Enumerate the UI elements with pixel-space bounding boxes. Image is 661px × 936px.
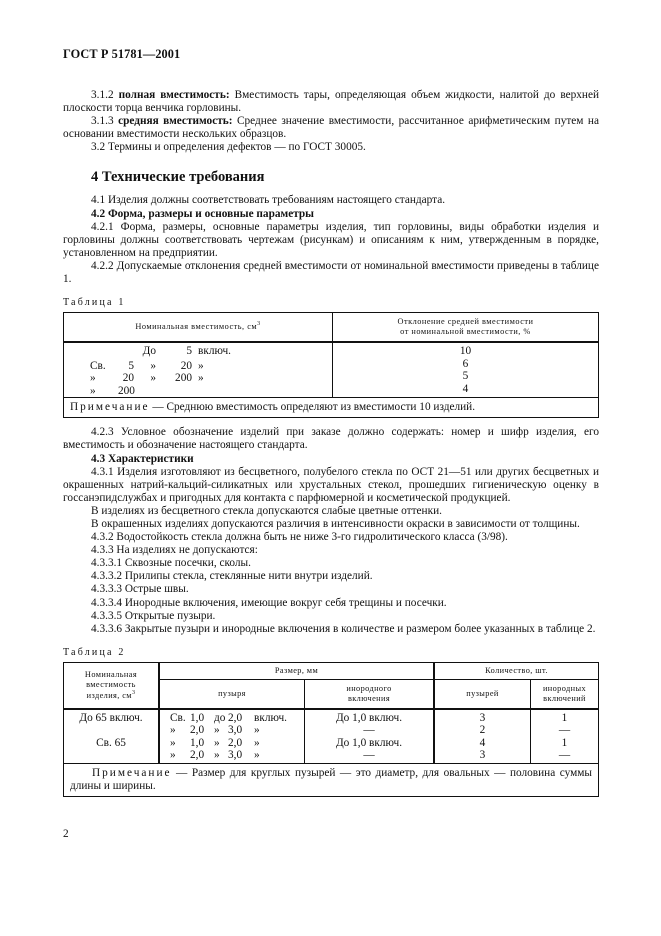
table-2-body-row [64,709,599,764]
header-inclusion-count: инородных включений [542,683,587,703]
header-bubble-count: пузырей [434,679,531,709]
clause-4-3-1-colorless: В изделиях из бесцветного стекла допускаются слабые цветные оттенки. [91,504,442,517]
clause-number: 3.1.3 [91,115,114,128]
section-4-heading: 4 Технические требования [91,169,265,186]
page-number: 2 [63,828,69,840]
subheading-4-3: 4.3 Характеристики [91,452,194,465]
table-2-caption: Таблица 2 [63,646,126,658]
clause-4-2-1: 4.2.1 Форма, размеры, основные параметры изделия, тип горловины, виды обработки изделия и горловины должны соответствовать чертежам (рисункам) и описаниям к ним, утвержденным в порядке, установленном на предприятии. [63,220,599,259]
header-deviation: Отклонение средней вместимости от номинальной вместимости, % [397,316,534,337]
capacity-column: До 65 включ. Св. 65 [64,709,160,764]
header-bubble-size: пузыря [159,679,305,709]
clause-3-1-2 [63,89,599,115]
clause-4-3-3-2: 4.3.3.2 Прилипы стекла, стеклянные нити внутри изделий. [91,570,373,583]
inclusion-size-column: До 1,0 включ. — До 1,0 включ. — [305,709,435,764]
capacity-ranges: До 5 включ. Св. 5 » 20 » » 20 » 200 » » 200 [64,342,333,398]
term: полная вместимость: [118,89,230,101]
table-1-note-row [64,398,599,418]
table-2 [63,662,599,797]
subheading-4-2: 4.2 Форма, размеры и основные параметры [91,207,314,220]
clause-4-3-3: 4.3.3 На изделиях не допускаются: [91,544,258,557]
document-header: ГОСТ Р 51781—2001 [63,47,181,61]
clause-4-3-3-1: 4.3.3.1 Сквозные посечки, сколы. [91,557,251,570]
clause-4-3-3-4: 4.3.3.4 Инородные включения, имеющие вокруг себя трещины и посечки. [91,596,447,609]
header-size: Размер, мм [159,662,434,679]
term: средняя вместимость: [118,115,233,128]
clause-4-3-1: 4.3.1 Изделия изготовляют из бесцветного, полубелого стекла по ОСТ 21—51 или других бесцветных и окрашенных натрий-кальций-силикатных или хрустальных стекол, прошедших гигиеническую оценку в госсанэпидслужбах и пригодных для контакта с парфюмерной и косметической продукцией. [63,465,599,504]
clause-4-3-3-5: 4.3.3.5 Открытые пузыри. [91,609,216,622]
definition: Среднее значение вместимости, рассчитанное арифметическим путем на основании вместимости нескольких образцов. [63,115,599,141]
clause-4-3-1-colored: В окрашенных изделиях допускаются различия в интенсивности окраски в зависимости от толщины. [91,517,580,530]
definition: Вместимость тары, определяющая объем жидкости, налитой до верхней плоскости торца венчика горловины. [63,89,600,115]
table-1 [63,312,599,418]
header-nominal-capacity: Номинальная вместимость изделия, $см^3$ [64,662,160,709]
table-1-body-row [64,342,599,398]
table-2-note: Примечание — Размер для круглых пузырей — это диаметр, для овальных — половина суммы длины и ширины. [64,764,599,797]
clause-4-2-2: 4.2.2 Допускаемые отклонения средней вместимости от номинальной вместимости приведены в таблице 1. [63,259,599,286]
document-body [63,89,599,797]
header-nominal-capacity: Номинальная вместимость, $см^3$ [64,313,333,343]
clause-4-3-3-3: 4.3.3.3 Острые швы. [91,583,189,596]
clause-4-2-3: 4.2.3 Условное обозначение изделий при заказе должно содержать: номер и шифр изделия, его вместимость и обозначение настоящего стандарта. [63,426,599,452]
bubble-size-column: Св. 1,0 до 2,0 включ. » 2,0 » 3,0 » » 1,0 » 2,0 » » 2,0 » 3,0 » [159,709,305,764]
inclusion-count-column: 1 — 1 — [558,711,571,761]
table-1-header-row [64,313,599,343]
clause-3-1-3 [63,115,599,141]
header-count: Количество, шт. [434,662,599,679]
table-1-caption: Таблица 1 [63,297,126,309]
table-2-note-row [64,764,599,797]
bubble-count-column: 3 2 4 3 [434,709,531,764]
clause-4-3-3-6: 4.3.3.6 Закрытые пузыри и инородные включения в количестве и размером более указанных в таблице 2. [91,622,596,635]
clause-3-2: 3.2 Термины и определения дефектов — по ГОСТ 30005. [91,141,366,154]
clause-number: 3.1.2 [91,89,114,101]
clause-4-3-2: 4.3.2 Водостойкость стекла должна быть не ниже 3-го гидролитического класса (3/98). [91,531,508,544]
header-inclusion-size: инородного включения [305,679,435,709]
table-2-header-row-1 [64,662,599,679]
clause-4-1: 4.1 Изделия должны соответствовать требованиям настоящего стандарта. [91,194,446,207]
table-1-note: Примечание — Среднюю вместимость определяют из вместимости 10 изделий. [64,398,599,418]
deviation-values: 10 6 5 4 [459,345,472,395]
